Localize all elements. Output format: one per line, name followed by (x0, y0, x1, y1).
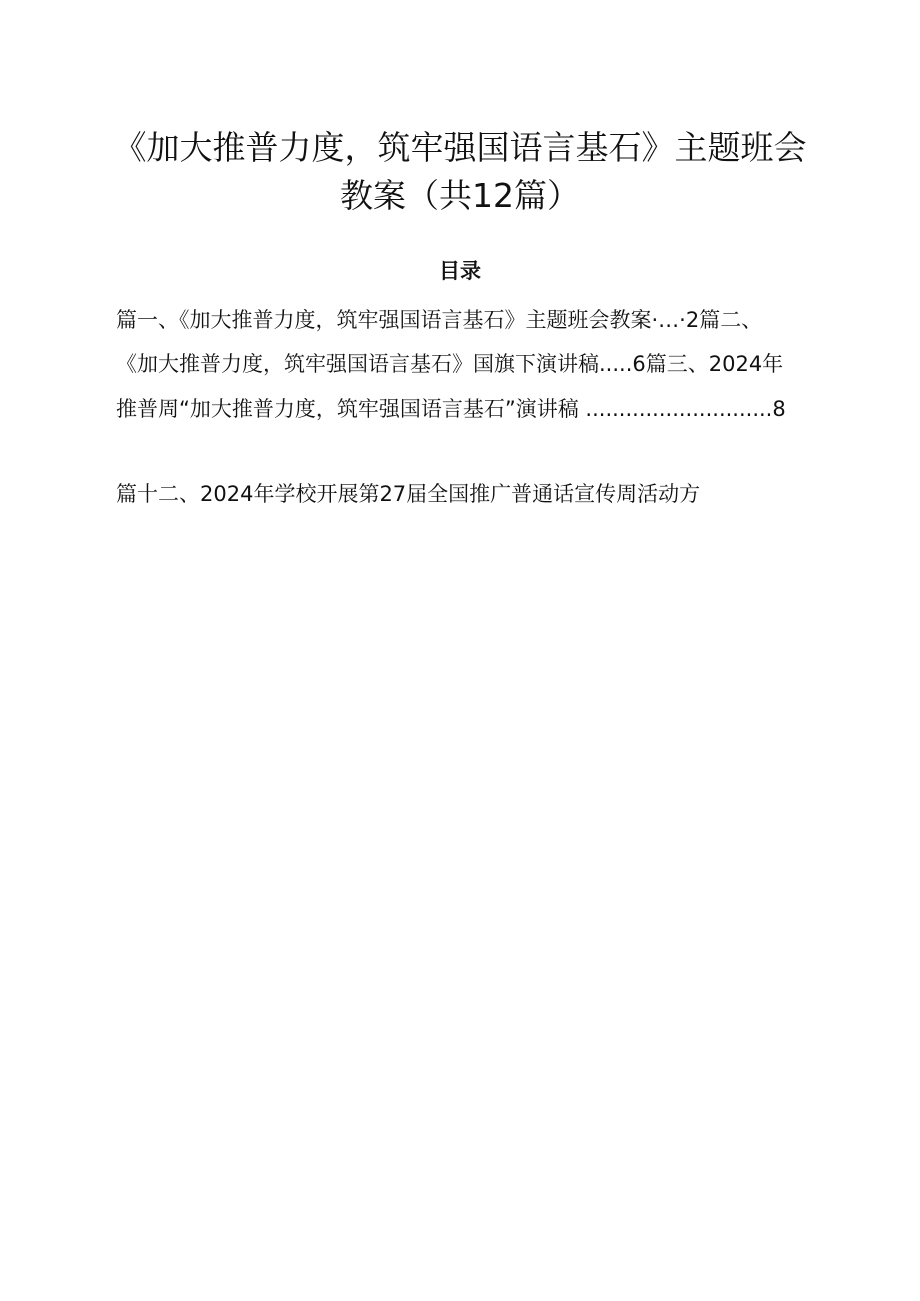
toc-line-1: 篇一、《加大推普力度，筑牢强国语言基石》主题班会教案·…·2篇二、 (116, 308, 763, 332)
toc-heading: 目录 (439, 259, 481, 283)
toc-line-4: 篇十二、2024年学校开展第27届全国推广普通话宣传周活动方 (116, 482, 701, 506)
toc-line-3: 推普周“加大推普力度，筑牢强国语言基石”演讲稿 ............................8 (116, 397, 786, 421)
toc-line-2: 《加大推普力度，筑牢强国语言基石》国旗下演讲稿.....6篇三、2024年 (116, 352, 784, 376)
document-title-line-1: 《加大推普力度，筑牢强国语言基石》主题班会 (113, 128, 807, 167)
document-title-line-2: 教案（共12篇） (340, 176, 580, 215)
